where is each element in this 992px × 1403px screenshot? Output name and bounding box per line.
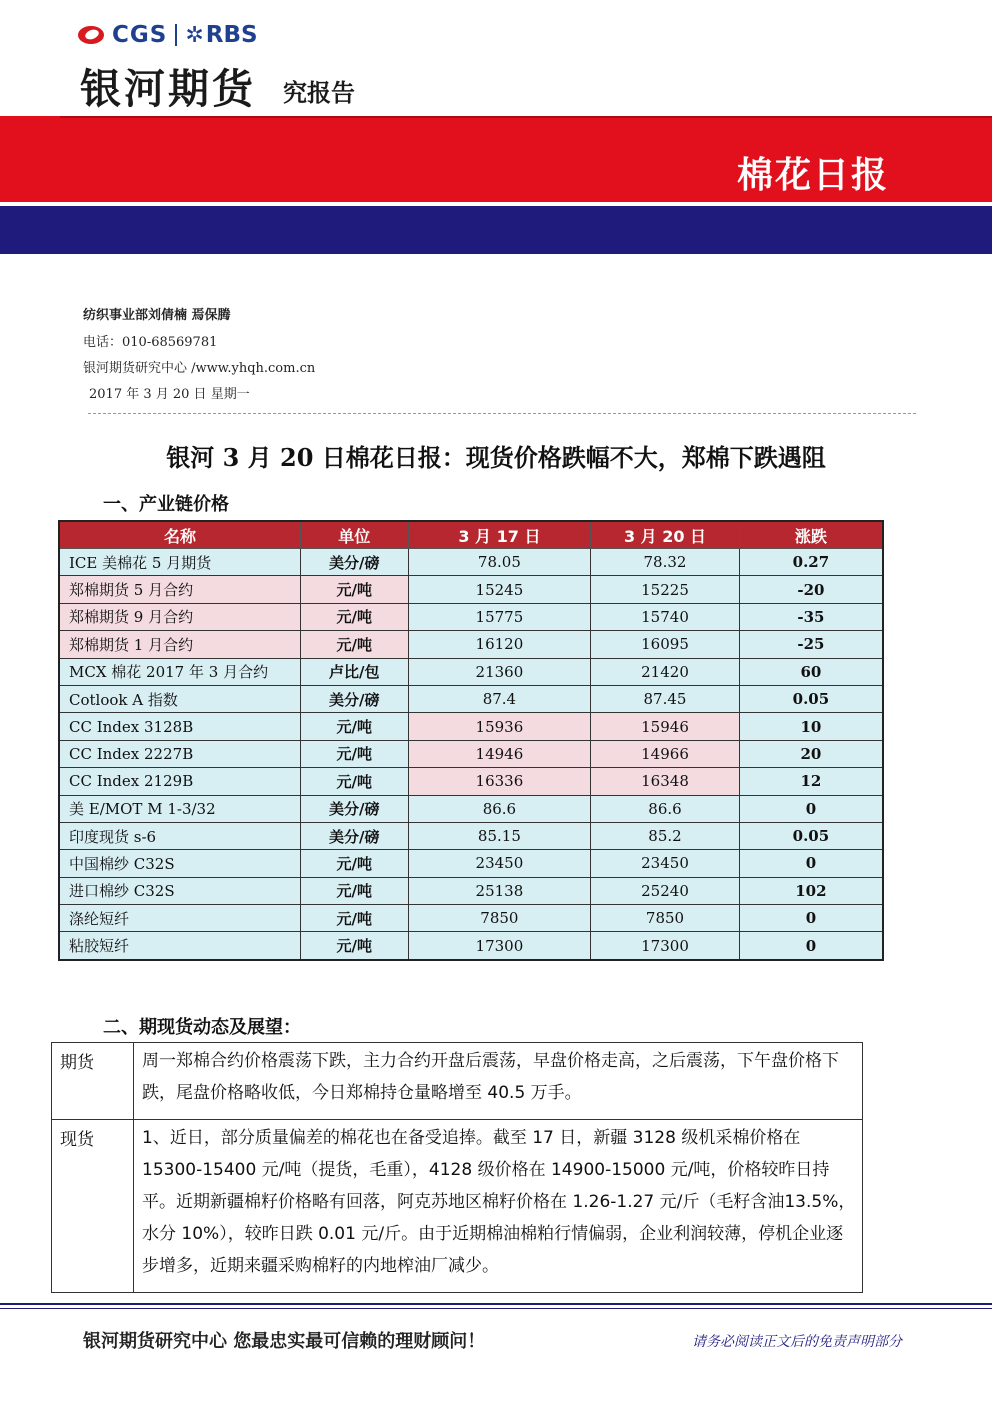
cell-mar20: 25240 [591, 877, 740, 904]
spot-label: 现货 [52, 1120, 134, 1293]
table-row [59, 603, 883, 630]
cell-name: 郑棉期货 1 月合约 [59, 631, 300, 658]
table-row [59, 822, 883, 849]
cell-name: CC Index 2129B [59, 768, 300, 795]
cell-name: Cotlook A 指数 [59, 685, 300, 712]
cell-unit: 元/吨 [300, 713, 408, 740]
cell-mar20: 23450 [591, 850, 740, 877]
table-row [59, 905, 883, 932]
cell-mar17: 78.05 [408, 549, 591, 576]
phone: 电话：010-68569781 [83, 335, 218, 350]
cell-mar17: 14946 [408, 740, 591, 767]
table-row [59, 658, 883, 685]
cell-mar17: 15936 [408, 713, 591, 740]
cell-name: MCX 棉花 2017 年 3 月合约 [59, 658, 300, 685]
cell-unit: 元/吨 [300, 932, 408, 960]
price-table [58, 520, 884, 961]
spot-text: 1、近日，部分质量偏差的棉花也在备受追捧。截至 17 日，新疆 3128 级机采棉价格在15300-15400 元/吨（提货，毛重），4128 级价格在 14900-15000 元/吨，价格较昨日持平。近期新疆棉籽价格略有回落，阿克苏地区棉籽价格在 1.26-1.27 元/斤（毛籽含油13.5%，水分 10%），较昨日跌 0.01 元/斤。由于近期棉油棉粕行情偏弱，企业利润较薄，停机企业逐步增多，近期来疆采购棉籽的内地榨油厂减少。 [134, 1120, 863, 1293]
cell-mar17: 23450 [408, 850, 591, 877]
cell-change: 0.05 [739, 822, 883, 849]
footer-slogan: 银河期货研究中心 您最忠实最可信赖的理财顾问！ [83, 1331, 486, 1352]
cell-change: 0 [739, 932, 883, 960]
cell-mar17: 16120 [408, 631, 591, 658]
company-logo [78, 20, 258, 50]
cell-name: ICE 美棉花 5 月期货 [59, 549, 300, 576]
cell-name: 美 E/MOT M 1-3/32 [59, 795, 300, 822]
logo-rbs-text: RBS [205, 22, 258, 48]
cell-mar17: 15775 [408, 603, 591, 630]
cell-unit: 元/吨 [300, 576, 408, 603]
cell-change: 20 [739, 740, 883, 767]
outlook-table [51, 1042, 863, 1293]
logo-divider [175, 24, 177, 46]
cell-name: CC Index 2227B [59, 740, 300, 767]
cell-change: 0.05 [739, 685, 883, 712]
col-header-change: 涨跌 [739, 521, 883, 549]
cell-mar20: 21420 [591, 658, 740, 685]
cell-change: -35 [739, 603, 883, 630]
cell-mar20: 17300 [591, 932, 740, 960]
footer-rule [0, 1303, 992, 1305]
cell-name: 中国棉纱 C32S [59, 850, 300, 877]
cell-change: 0 [739, 905, 883, 932]
section-heading-prices: 一、产业链价格 [103, 494, 229, 515]
report-date: 2017 年 3 月 20 日 星期一 [89, 387, 250, 402]
main-title: 银河 3 月 20 日棉花日报：现货价格跌幅不大，郑棉下跌遇阻 [166, 443, 826, 472]
cell-unit: 卢比/包 [300, 658, 408, 685]
cell-name: 印度现货 s-6 [59, 822, 300, 849]
cell-mar17: 17300 [408, 932, 591, 960]
footer-rule-thin [0, 1308, 992, 1309]
cell-unit: 美分/磅 [300, 685, 408, 712]
header-blue-band [0, 206, 992, 254]
col-header-mar20: 3 月 20 日 [591, 521, 740, 549]
cell-change: 60 [739, 658, 883, 685]
authors: 纺织事业部刘倩楠 焉保腾 [83, 308, 231, 323]
table-row [59, 740, 883, 767]
cell-change: 12 [739, 768, 883, 795]
cell-mar20: 85.2 [591, 822, 740, 849]
cell-mar17: 7850 [408, 905, 591, 932]
col-header-unit: 单位 [300, 521, 408, 549]
table-row [59, 932, 883, 960]
cell-name: 粘胶短纤 [59, 932, 300, 960]
futures-text: 周一郑棉合约价格震荡下跌，主力合约开盘后震荡，早盘价格走高，之后震荡，下午盘价格下跌，尾盘价格略收低，今日郑棉持仓量略增至 40.5 万手。 [134, 1043, 863, 1120]
cell-name: 涤纶短纤 [59, 905, 300, 932]
cell-mar20: 15740 [591, 603, 740, 630]
table-header-row [59, 521, 883, 549]
cell-change: 0.27 [739, 549, 883, 576]
cell-mar20: 16095 [591, 631, 740, 658]
cell-change: 0 [739, 850, 883, 877]
cell-mar20: 86.6 [591, 795, 740, 822]
table-row [59, 631, 883, 658]
cell-unit: 元/吨 [300, 877, 408, 904]
logo-cgs-text: CGS [112, 22, 168, 48]
cgs-logo-icon [78, 24, 108, 46]
section-heading-outlook: 二、期现货动态及展望： [103, 1017, 301, 1038]
divider [88, 413, 916, 414]
brand-subtitle: 究报告 [283, 79, 355, 107]
cell-mar20: 7850 [591, 905, 740, 932]
footer-disclaimer-note: 请务必阅读正文后的免责声明部分 [692, 1334, 902, 1350]
cell-unit: 元/吨 [300, 603, 408, 630]
outlook-row-spot [52, 1120, 863, 1293]
cell-unit: 美分/磅 [300, 795, 408, 822]
cell-mar17: 86.6 [408, 795, 591, 822]
cell-change: -25 [739, 631, 883, 658]
cell-change: 10 [739, 713, 883, 740]
cell-unit: 元/吨 [300, 768, 408, 795]
cell-unit: 元/吨 [300, 850, 408, 877]
rbs-logo-icon: ✲ [185, 22, 204, 48]
cell-unit: 美分/磅 [300, 549, 408, 576]
report-title: 棉花日报 [736, 155, 889, 196]
table-row [59, 795, 883, 822]
table-row [59, 685, 883, 712]
cell-mar20: 16348 [591, 768, 740, 795]
cell-unit: 元/吨 [300, 740, 408, 767]
col-header-name: 名称 [59, 521, 300, 549]
table-row [59, 576, 883, 603]
cell-mar20: 78.32 [591, 549, 740, 576]
cell-unit: 美分/磅 [300, 822, 408, 849]
col-header-mar17: 3 月 17 日 [408, 521, 591, 549]
table-row [59, 768, 883, 795]
table-row [59, 877, 883, 904]
cell-mar20: 14966 [591, 740, 740, 767]
cell-mar20: 15946 [591, 713, 740, 740]
cell-mar17: 21360 [408, 658, 591, 685]
cell-name: 郑棉期货 5 月合约 [59, 576, 300, 603]
cell-mar17: 15245 [408, 576, 591, 603]
table-row [59, 549, 883, 576]
cell-mar17: 85.15 [408, 822, 591, 849]
cell-mar20: 15225 [591, 576, 740, 603]
cell-change: 102 [739, 877, 883, 904]
cell-change: 0 [739, 795, 883, 822]
cell-name: CC Index 3128B [59, 713, 300, 740]
cell-mar20: 87.45 [591, 685, 740, 712]
brand-name: 银河期货 [80, 65, 256, 113]
cell-name: 郑棉期货 9 月合约 [59, 603, 300, 630]
table-row [59, 713, 883, 740]
cell-change: -20 [739, 576, 883, 603]
cell-name: 进口棉纱 C32S [59, 877, 300, 904]
cell-unit: 元/吨 [300, 631, 408, 658]
table-row [59, 850, 883, 877]
cell-mar17: 87.4 [408, 685, 591, 712]
futures-label: 期货 [52, 1043, 134, 1120]
research-center: 银河期货研究中心 /www.yhqh.com.cn [83, 361, 316, 376]
cell-mar17: 16336 [408, 768, 591, 795]
cell-mar17: 25138 [408, 877, 591, 904]
cell-unit: 元/吨 [300, 905, 408, 932]
outlook-row-futures [52, 1043, 863, 1120]
